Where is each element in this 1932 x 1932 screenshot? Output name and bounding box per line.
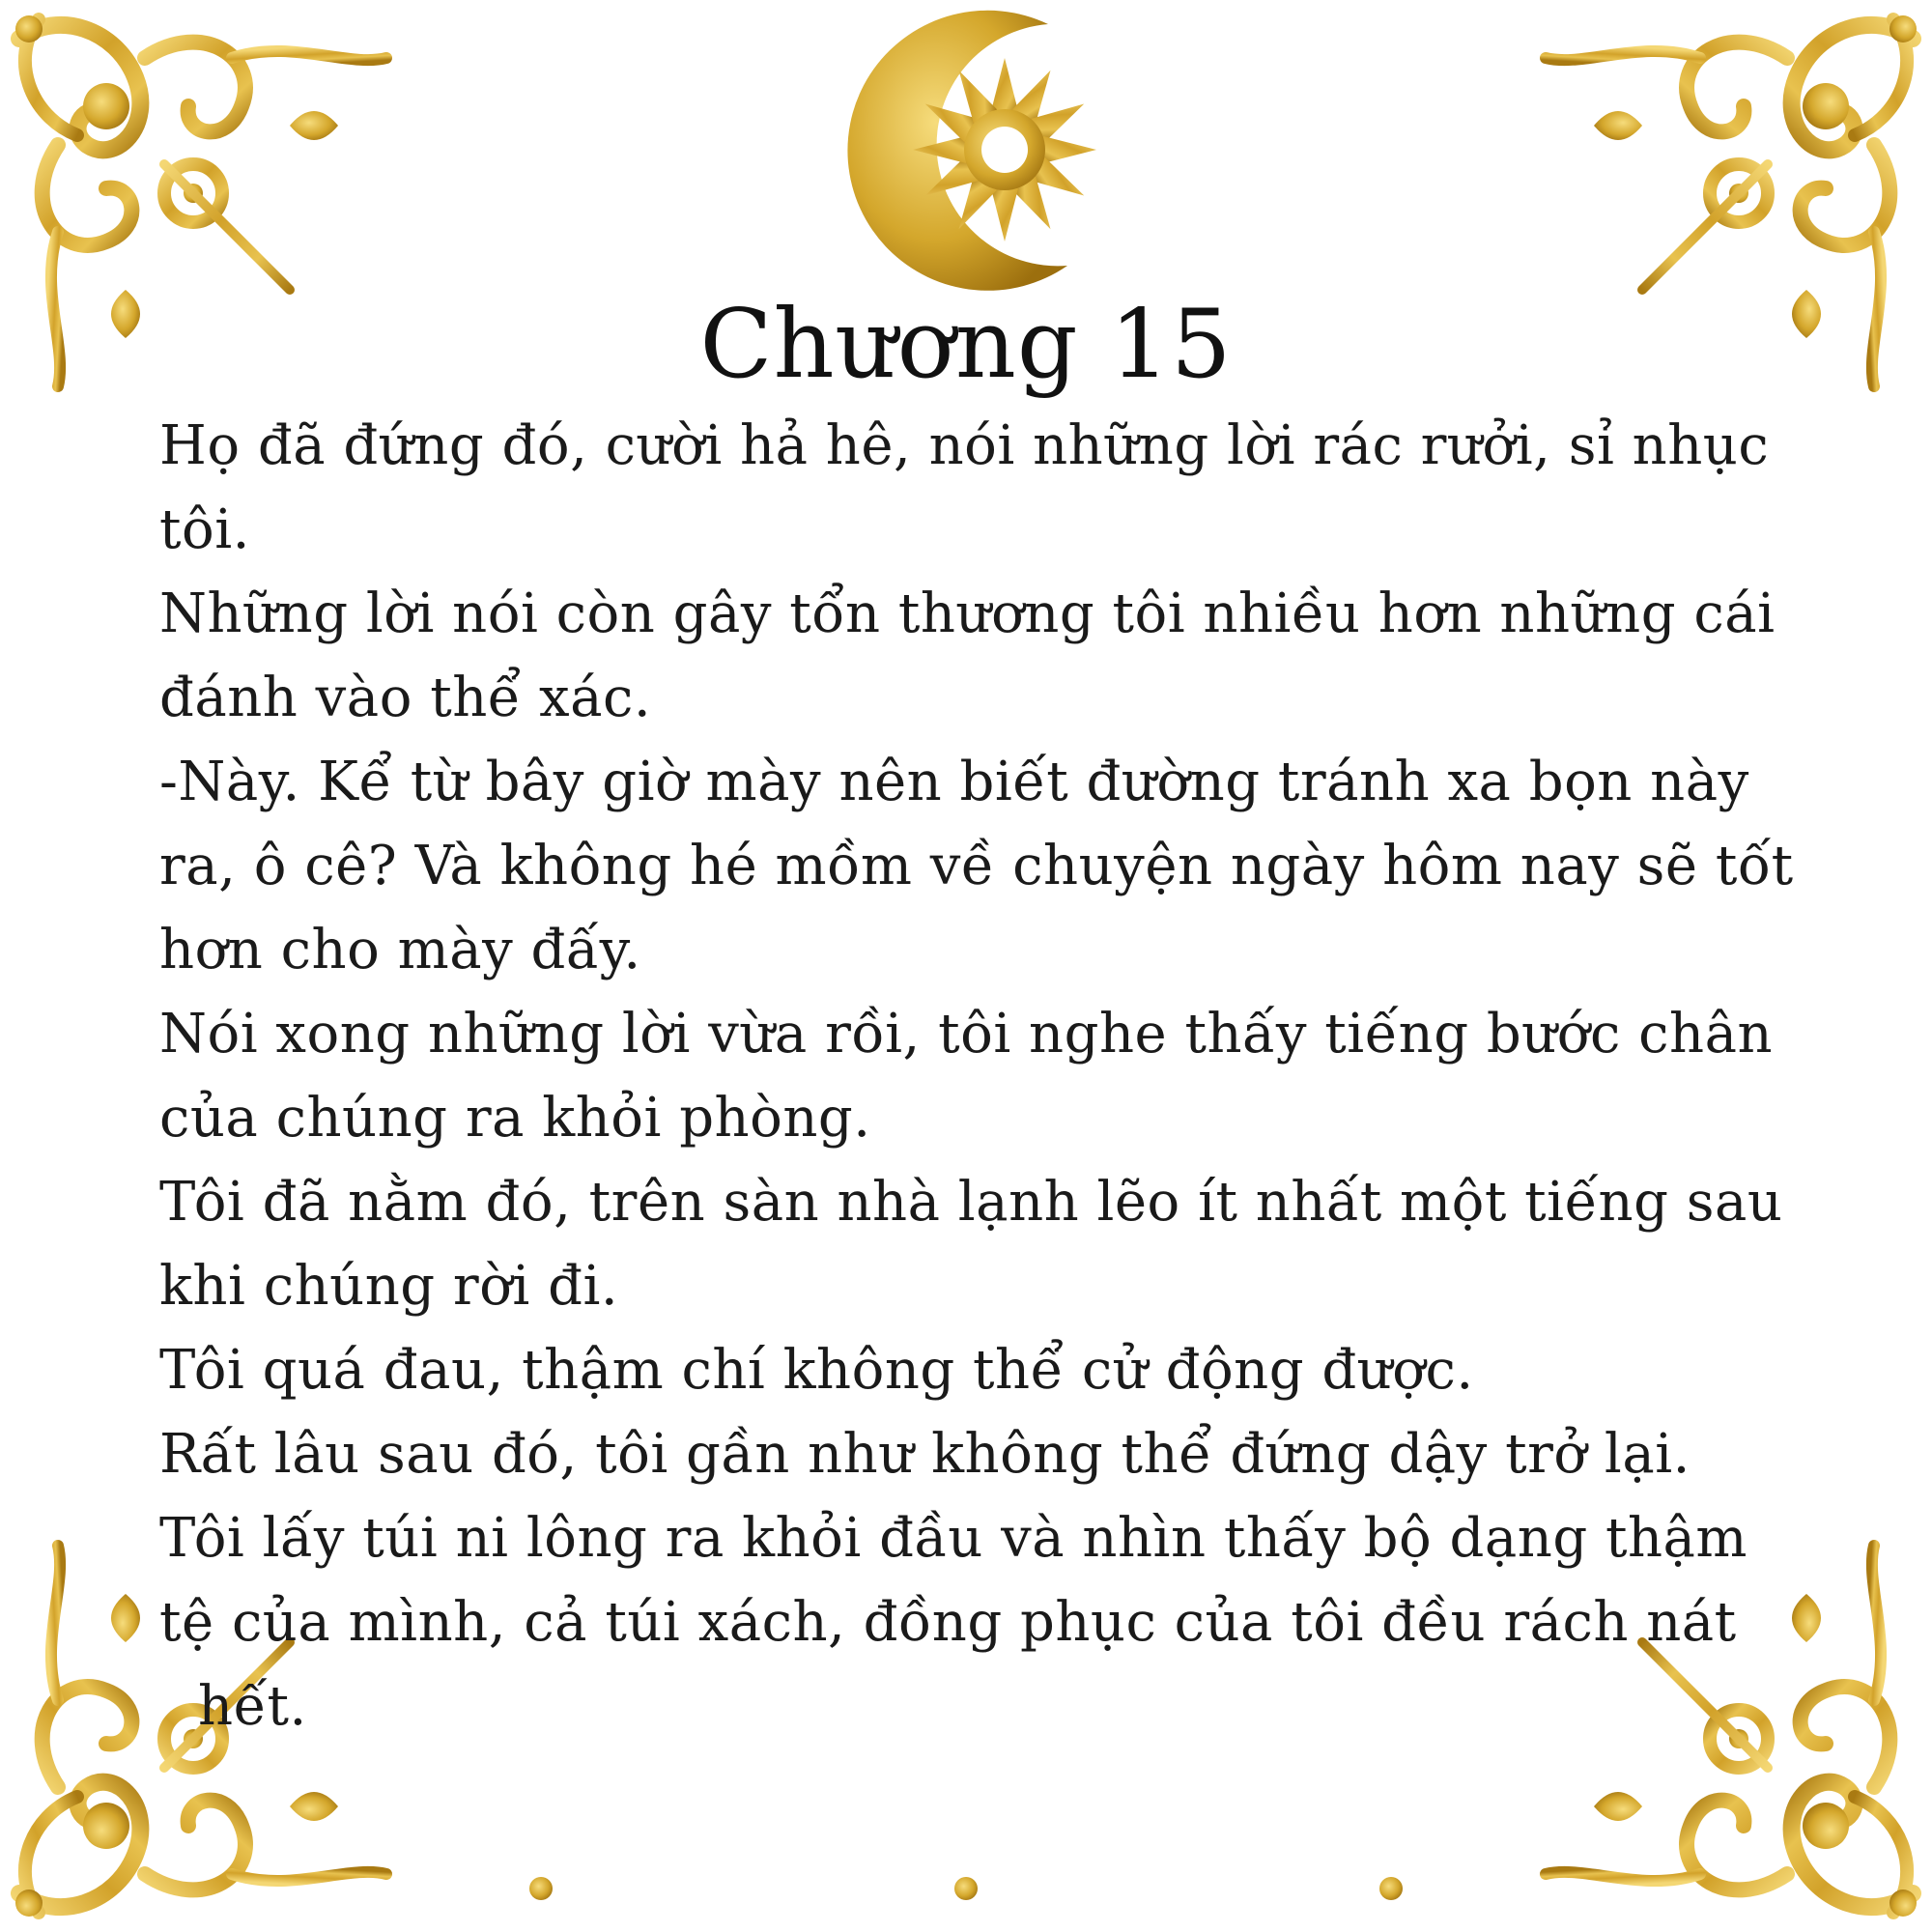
body-line-3: Những lời nói còn gây tổn thương tôi nhiều hơn những cái — [159, 582, 1776, 645]
chapter-title: Chương 15 — [699, 290, 1233, 400]
body-line-2: tôi. — [159, 498, 250, 561]
body-line-8: Nói xong những lời vừa rồi, tôi nghe thấy tiếng bước chân — [159, 1003, 1774, 1065]
body-line-6: ra, ô cê? Và không hé mồm về chuyện ngày hôm nay sẽ tốt — [159, 835, 1794, 897]
body-line-13: Rất lâu sau đó, tôi gần như không thể đứng dậy trở lại. — [159, 1423, 1690, 1486]
body-line-4: đánh vào thể xác. — [159, 667, 652, 729]
body-line-1: Họ đã đứng đó, cười hả hê, nói những lời rác rưởi, sỉ nhục — [159, 414, 1770, 477]
chapter-body — [159, 404, 1879, 1748]
body-line-12: Tôi quá đau, thậm chí không thể cử động được. — [159, 1339, 1474, 1402]
body-line-15: tệ của mình, cả túi xách, đồng phục của tôi đều rách nát — [159, 1591, 1737, 1654]
body-line-14: Tôi lấy túi ni lông ra khỏi đầu và nhìn thấy bộ dạng thậm — [159, 1507, 1748, 1570]
body-line-7: hơn cho mày đấy. — [159, 919, 641, 981]
body-line-9: của chúng ra khỏi phòng. — [159, 1087, 871, 1150]
crescent-sun-emblem — [847, 11, 1096, 291]
body-line-10: Tôi đã nằm đó, trên sàn nhà lạnh lẽo ít nhất một tiếng sau — [159, 1171, 1783, 1234]
body-line-11: khi chúng rời đi. — [159, 1255, 619, 1318]
body-line-16: hết. — [198, 1675, 307, 1738]
body-line-5: -Này. Kể từ bây giờ mày nên biết đường tránh xa bọn này — [159, 751, 1749, 813]
